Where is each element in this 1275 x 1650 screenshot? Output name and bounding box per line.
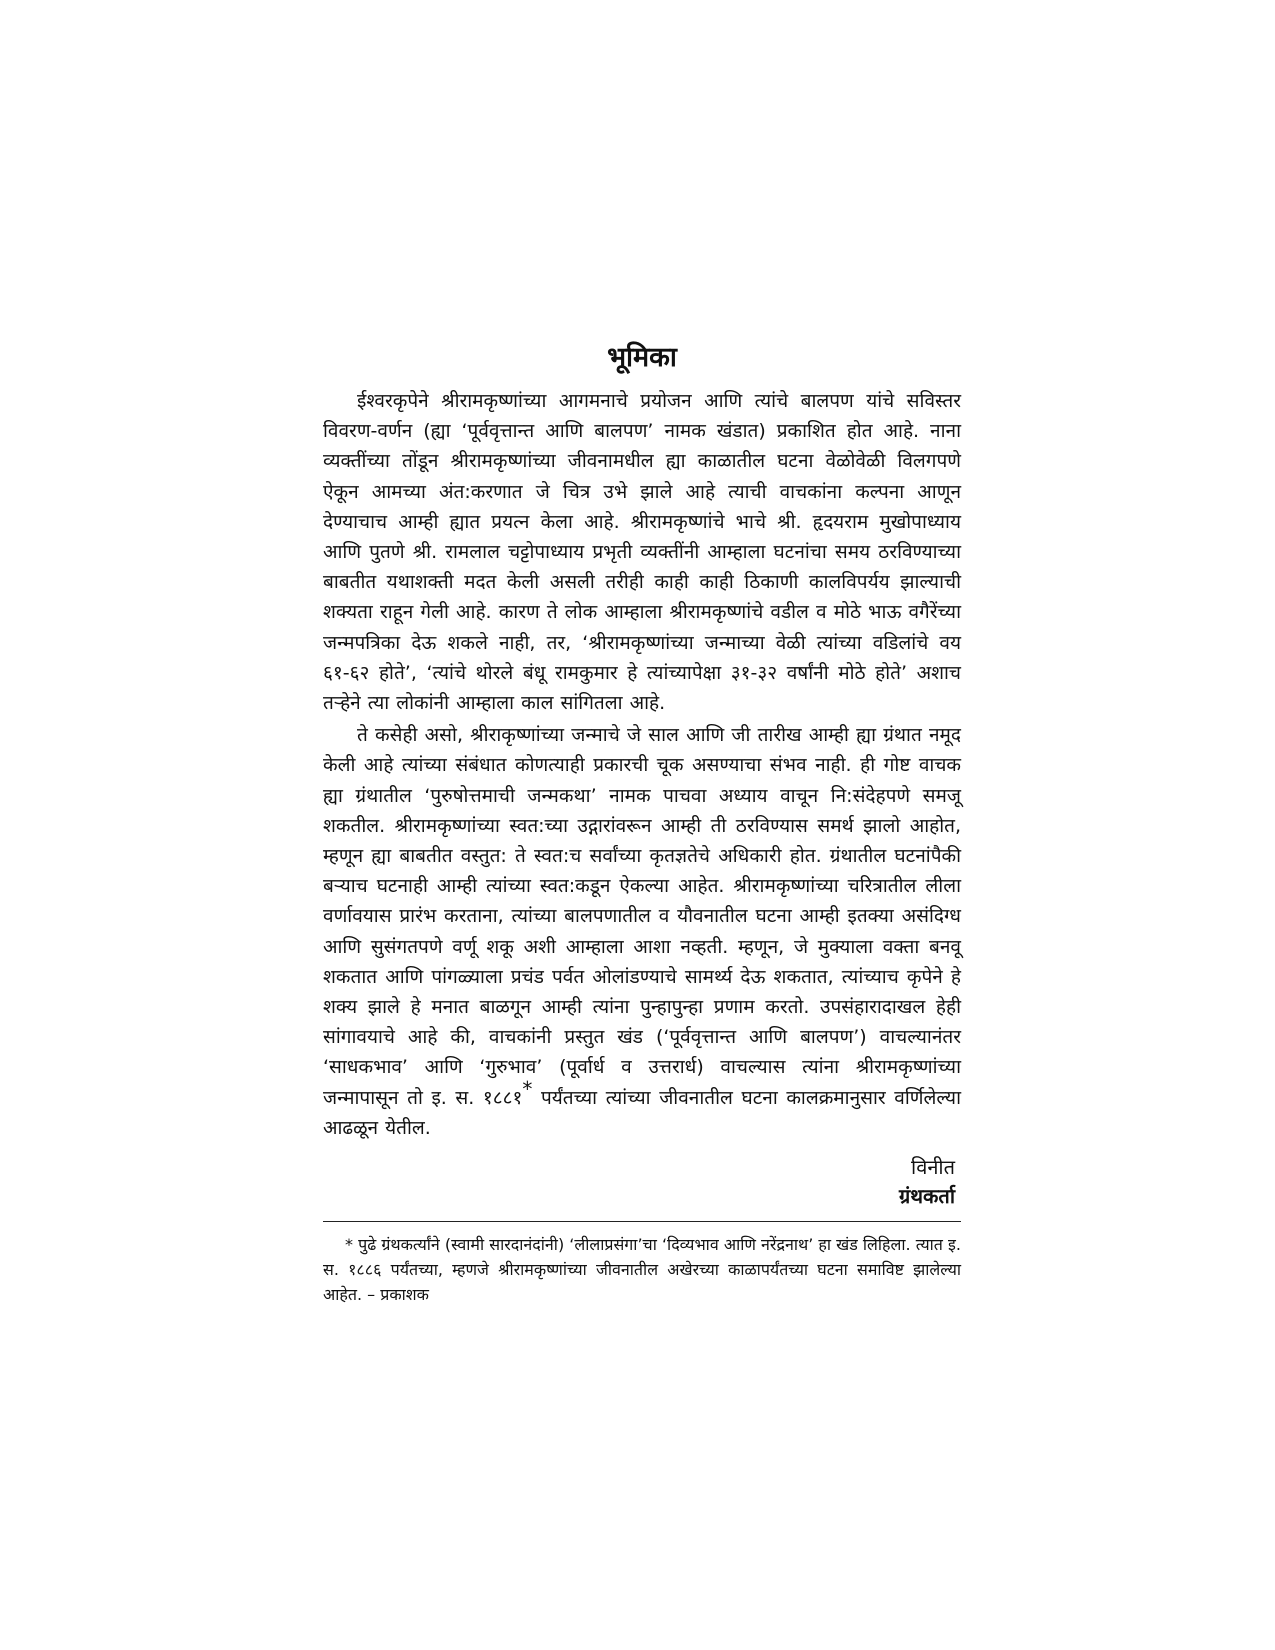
paragraph-2-text-end: पर्यंतच्या त्यांच्या जीवनातील घटना कालक्रमानुसार वर्णिलेल्या आढळून येतील. <box>323 1086 961 1139</box>
signature-author: ग्रंथकर्ता <box>899 1184 955 1209</box>
document-page <box>323 340 961 1307</box>
paragraph-1: ईश्वरकृपेने श्रीरामकृष्णांच्या आगमनाचे प्रयोजन आणि त्यांचे बालपण यांचे सविस्तर विवरण-वर्णन (ह्या ‘पूर्ववृत्तान्त आणि बालपण’ नामक खंडात) प्रकाशित होत आहे. नाना व्यक्तींच्या तोंडून श्रीरामकृष्णांच्या जीवनामधील ह्या काळातील घटना वेळोवेळी विलगपणे ऐकून आमच्या अंत:करणात जे चित्र उभे झाले आहे त्याची वाचकांना कल्पना आणून देण्याचाच आम्ही ह्यात प्रयत्न केला आहे. श्रीरामकृष्णांचे भाचे श्री. हृदयराम मुखोपाध्याय आणि पुतणे श्री. रामलाल चट्टोपाध्याय प्रभृती व्यक्तींनी आम्हाला घटनांचा समय ठरविण्याच्या बाबतीत यथाशक्ती मदत केली असली तरीही काही काही ठिकाणी कालविपर्यय झाल्याची शक्यता राहून गेली आहे. कारण ते लोक आम्हाला श्रीरामकृष्णांचे वडील व मोठे भाऊ वगैरेंच्या जन्मपत्रिका देऊ शकले नाही, तर, ‘श्रीरामकृष्णांच्या जन्माच्या वेळी त्यांच्या वडिलांचे वय ६१-६२ होते’, ‘त्यांचे थोरले बंधू रामकुमार हे त्यांच्यापेक्षा ३१-३२ वर्षांनी मोठे होते’ अशाच तऱ्हेने त्या लोकांनी आम्हाला काल सांगितला आहे. <box>323 390 961 715</box>
footnote-marker: * <box>522 1076 533 1101</box>
footnote: * पुढे ग्रंथकर्त्यांने (स्वामी सारदानंदांनी) ‘लीलाप्रसंगा’चा ‘दिव्यभाव आणि नरेंद्रनाथ’ हा खंड लिहिला. त्यात इ. स. १८८६ पर्यंतच्या, म्हणजे श्रीरामकृष्णांच्या जीवनातील अखेरच्या काळापर्यंतच्या घटना समाविष्ट झालेल्या आहेत. – प्रकाशक <box>323 1235 961 1305</box>
page-title: भूमिका <box>607 342 677 373</box>
footnote-divider <box>323 1221 961 1222</box>
paragraph-2 <box>323 720 961 1143</box>
signature-line-vineet: विनीत <box>911 1155 955 1180</box>
paragraph-2-text: ते कसेही असो, श्रीराकृष्णांच्या जन्माचे जे साल आणि जी तारीख आम्ही ह्या ग्रंथात नमूद केली आहे त्यांच्या संबंधात कोणत्याही प्रकारची चूक असण्याचा संभव नाही. ही गोष्ट वाचक ह्या ग्रंथातील ‘पुरुषोत्तमाची जन्मकथा’ नामक पाचवा अध्याय वाचून नि:संदेहपणे समजू शकतील. श्रीरामकृष्णांच्या स्वत:च्या उद्गारांवरून आम्ही ती ठरविण्यास समर्थ झालो आहोत, म्हणून ह्या बाबतीत वस्तुत: ते स्वत:च सर्वांच्या कृतज्ञतेचे अधिकारी होत. ग्रंथातील घटनांपैकी बऱ्याच घटनाही आम्ही त्यांच्या स्वत:कडून ऐकल्या आहेत. श्रीरामकृष्णांच्या चरित्रातील लीला वर्णावयास प्रारंभ करताना, त्यांच्या बालपणातील व यौवनातील घटना आम्ही इतक्या असंदिग्ध आणि सुसंगतपणे वर्णू शकू अशी आम्हाला आशा नव्हती. म्हणून, जे मुक्याला वक्ता बनवू शकतात आणि पांगळ्याला प्रचंड पर्वत ओलांडण्याचे सामर्थ्य देऊ शकतात, त्यांच्याच कृपेने हे शक्य झाले हे मनात बाळगून आम्ही त्यांना पुन्हापुन्हा प्रणाम करतो. उपसंहारादाखल हेही सांगावयाचे आहे की, वाचकांनी प्रस्तुत खंड (‘पूर्ववृत्तान्त आणि बालपण’) वाचल्यानंतर ‘साधकभाव’ आणि ‘गुरुभाव’ (पूर्वार्ध व उत्तरार्ध) वाचल्यास त्यांना श्रीरामकृष्णांच्या जन्मापासून तो इ. स. १८८१ <box>323 724 961 1109</box>
signature-block <box>323 1153 961 1211</box>
